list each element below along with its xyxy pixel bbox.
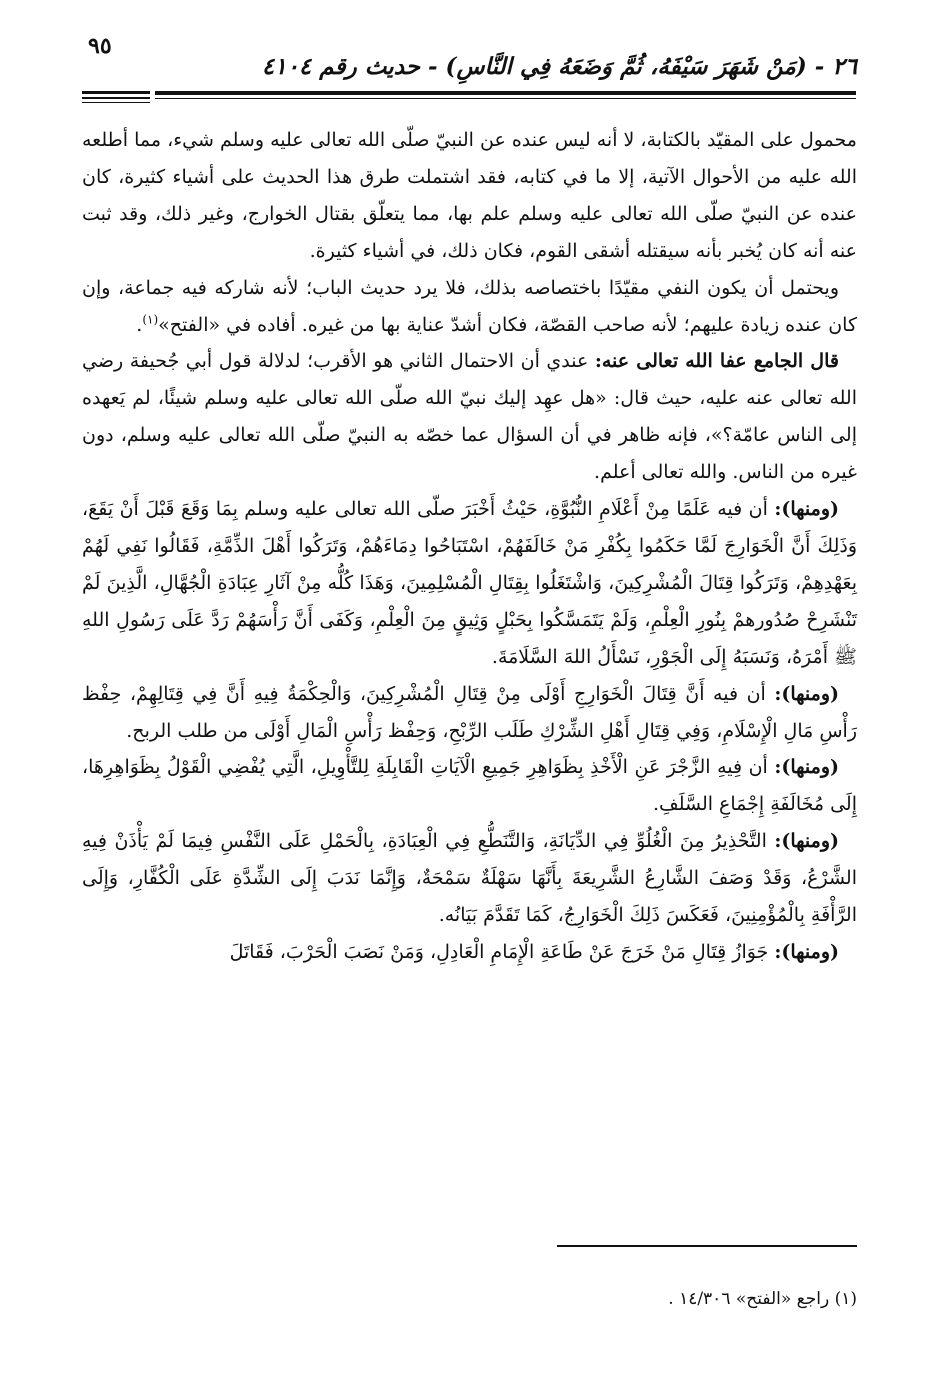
paragraph-text: أن فيه عَلَمًا مِنْ أَعْلَامِ النُّبُوَّةِ، حَيْثُ أَخْبَرَ صلّى الله تعالى عليه وسلم بِمَا وَقَعَ قَبْلَ أَنْ يَقَعَ، وَذَلِكَ أَنَّ الْخَوَارِجَ لَمَّا حَكَمُوا بِكُفْرِ مَنْ خَالَفَهُمْ، اسْتَبَاحُوا دِمَاءَهُمْ، وَتَرَكُوا أَهْلَ الذِّمَّةِ، فَقَالُوا نَفِي لَهُمْ بِعَهْدِهِمْ، وَتَرَكُوا قِتَالَ الْمُشْرِكِينَ، وَاشْتَغَلُوا بِقِتَالِ الْمُسْلِمِينَ، وَهَذَا كُلُّه مِنْ آثَارِ عِبَادَةِ الْجُهَّالِ، الَّذِينَ لَمْ تَنْشَرِحْ صُدُورهمْ بِنُورِ الْعِلْمِ، وَلَمْ يَتَمَسَّكُوا بِحَبْلٍ وَثِيقٍ مِنَ الْعِلْمِ، وَكَفَى أَنَّ رَأْسَهُمْ رَدَّ عَلَى رَسُولِ اللهِ ﷺ أَمْرَهُ، وَنَسَبَهُ إِلَى الْجَوْرِ، نَسْأَلُ اللهَ السَّلَامَةَ. — [82, 498, 857, 668]
footnote-marker: (١) — [834, 1289, 857, 1309]
page-number-rule — [82, 102, 150, 103]
paragraph-text: جَوَازُ قِتَالِ مَنْ خَرَجَ عَنْ طَاعَةِ الْإِمَامِ الْعَادِلِ، وَمَنْ نَصَبَ الْحَرْبَ، فَقَاتَلَ — [229, 940, 769, 963]
paragraph-text: عندي أن الاحتمال الثاني هو الأقرب؛ لدلالة قول أبي جُحيفة رضي الله تعالى عنه عليه، حيث قال: «هل عهِد إليك نبيّ الله صلّى الله تعالى عليه وسلم شيئًا، لم يَعهده إلى الناس عامّة؟»، فإنه ظاهر في أن السؤال عما خصّه به النبيّ صلّى الله تعالى عليه وسلم، دون غيره من الناس. والله تعالى أعلم. — [82, 350, 857, 484]
page-number-rule — [82, 91, 150, 94]
paragraph-text: التَّحْذِيرُ مِنَ الْغُلُوِّ فِي الدِّيَانَةِ، وَالتَّنَطُّعِ فِي الْعِبَادَةِ، بِالْحَمْلِ عَلَى النَّفْسِ فِيمَا لَمْ يَأْذَنْ فِيهِ الشَّرْعُ، وَقَدْ وَصَفَ الشَّارِعُ الشَّرِيعَةَ بِأَنَّهَا سَهْلَةٌ سَمْحَةٌ، وَإِنَّمَا نَدَبَ إِلَى الشِّدَّةِ عَلَى الْكُفَّارِ، وَإِلَى الرَّأْفَةِ بِالْمُؤْمِنِينَ، فَعَكَسَ ذَلِكَ الْخَوَارِجُ، كَمَا تَقَدَّمَ بَيَانُه. — [82, 830, 857, 927]
paragraph — [82, 749, 857, 823]
paragraph-lead: قال الجامع عفا الله تعالى عنه: — [594, 350, 839, 373]
paragraph-lead: (ومنها): — [774, 756, 839, 779]
paragraph-text: أن فيه أَنَّ قِتَالَ الْخَوَارِجِ أَوْلَى مِنْ قِتَالِ الْمُشْرِكِينَ، وَالْحِكْمَةُ فِيهِ أَنَّ فِي قِتَالِهِمْ، حِفْظ رَأْسِ مَالِ الْإِسْلَامِ، وَفِي قِتَالِ أَهْلِ الشِّرْكِ طَلَب الرِّبْحِ، وَحِفْظ رَأْسِ الْمَالِ أَوْلَى من طلب الربح. — [82, 682, 857, 742]
paragraph-text: محمول على المقيّد بالكتابة، لا أنه ليس عنده عن النبيّ صلّى الله تعالى عليه وسلم شيء، مما أطلعه الله عليه من الأحوال الآتية، إلا ما في كتابه، فقد اشتملت طرق هذا الحديث على أشياء كثيرة، كان عنده عن النبيّ صلّى الله تعالى عليه وسلم علم بها، مما يتعلّق بقتال الخوارج، وغير ذلك، وقد ثبت عنه أنه كان يُخبر بأنه سيقتله أشقى القوم، فكان ذلك، في أشياء كثيرة. — [82, 129, 857, 262]
paragraph — [82, 343, 857, 491]
page-number: ٩٥ — [88, 33, 112, 59]
paragraph-lead: (ومنها): — [774, 940, 839, 963]
header-rule-thin — [155, 98, 856, 99]
main-text — [82, 122, 857, 971]
footnote-reference[interactable]: (١) — [142, 312, 159, 327]
paragraph — [82, 676, 857, 750]
footnote — [82, 1285, 857, 1313]
paragraph — [82, 491, 857, 676]
paragraph-lead: (ومنها): — [774, 682, 839, 705]
paragraph — [82, 270, 857, 344]
paragraph-lead: (ومنها): — [774, 498, 839, 521]
chapter-title: ٢٦ - (مَنْ شَهَرَ سَيْفَهُ، ثُمَّ وَضَعَهُ فِي النَّاسِ) - حديث رقم ٤١٠٤ — [261, 53, 857, 80]
paragraph — [82, 823, 857, 934]
header-rule — [155, 91, 856, 95]
paragraph-text: ويحتمل أن يكون النفي مقيّدًا باختصاصه بذلك، فلا يرد حديث الباب؛ لأنه شاركه فيه جماعة، وإن كان عنده زيادة عليهم؛ لأنه صاحب القصّة، فكان أشدّ عناية بها من غيره. أفاده في «الفتح» — [82, 276, 857, 336]
paragraph-text: أن فِيهِ الزَّجْرَ عَنِ الْأَخْذِ بِظَوَاهِرِ جَمِيعِ الْآيَاتِ الْقَابِلَةِ لِلتَّأْوِيلِ، الَّتِي يُفْضِي الْقَوْلُ بِظَوَاهِرِهَا، إِلَى مُخَالَفَةِ إِجْمَاعِ السَّلَفِ. — [82, 756, 857, 816]
footnote-text: راجع «الفتح» ١٤/٣٠٦ . — [668, 1289, 830, 1309]
page-number-rule — [82, 97, 150, 99]
paragraph — [82, 122, 857, 270]
paragraph-lead: (ومنها): — [774, 830, 839, 853]
paragraph-tail: . — [136, 313, 143, 336]
paragraph — [82, 934, 857, 971]
footnote-separator — [557, 1245, 857, 1247]
